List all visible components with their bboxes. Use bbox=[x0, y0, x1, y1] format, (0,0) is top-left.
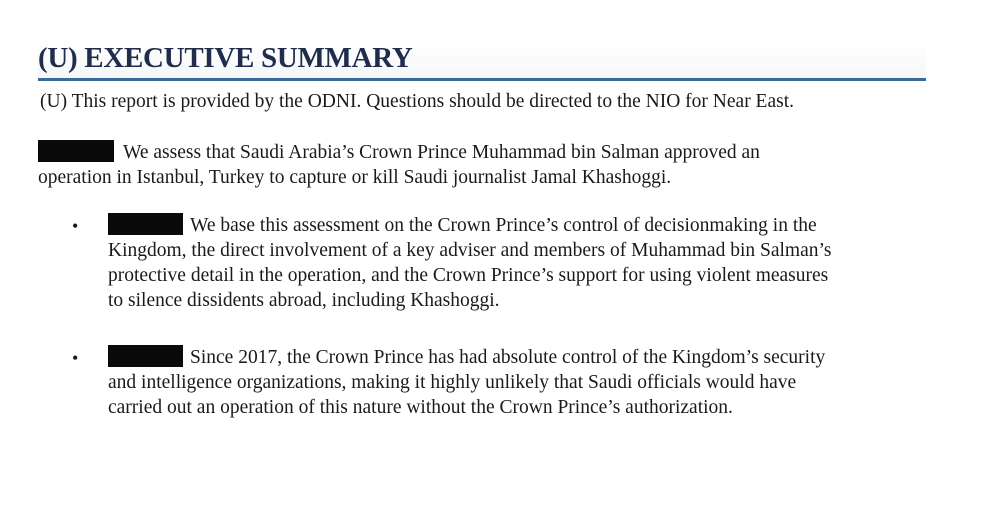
bullet-line: carried out an operation of this nature without the Crown Prince’s authorization. bbox=[108, 397, 733, 418]
bullet-line: protective detail in the operation, and the Crown Prince’s support for using violent measures bbox=[108, 265, 829, 286]
bullet-line: Kingdom, the direct involvement of a key adviser and members of Muhammad bin Salman’s bbox=[108, 240, 832, 261]
bullet-line: and intelligence organizations, making it highly unlikely that Saudi officials would have bbox=[108, 372, 797, 393]
bullet-line: We base this assessment on the Crown Prince’s control of decisionmaking in the bbox=[190, 215, 817, 236]
assessment-line: operation in Istanbul, Turkey to capture or kill Saudi journalist Jamal Khashoggi. bbox=[38, 167, 672, 188]
section-title: (U) EXECUTIVE SUMMARY bbox=[38, 42, 413, 74]
bullet-line: Since 2017, the Crown Prince has had absolute control of the Kingdom’s security bbox=[190, 347, 826, 368]
bullet-icon: • bbox=[72, 348, 79, 368]
redaction-block bbox=[38, 140, 114, 162]
bullet-line: to silence dissidents abroad, including Khashoggi. bbox=[108, 290, 500, 311]
redaction-block bbox=[108, 345, 183, 367]
assessment-paragraph bbox=[38, 140, 760, 190]
section-header bbox=[38, 40, 926, 81]
intro-paragraph: (U) This report is provided by the ODNI. Questions should be directed to the NIO for Near East. bbox=[40, 91, 795, 112]
assessment-line: We assess that Saudi Arabia’s Crown Prince Muhammad bin Salman approved an bbox=[123, 142, 760, 163]
bullet-icon: • bbox=[72, 216, 79, 236]
redaction-block bbox=[108, 213, 183, 235]
